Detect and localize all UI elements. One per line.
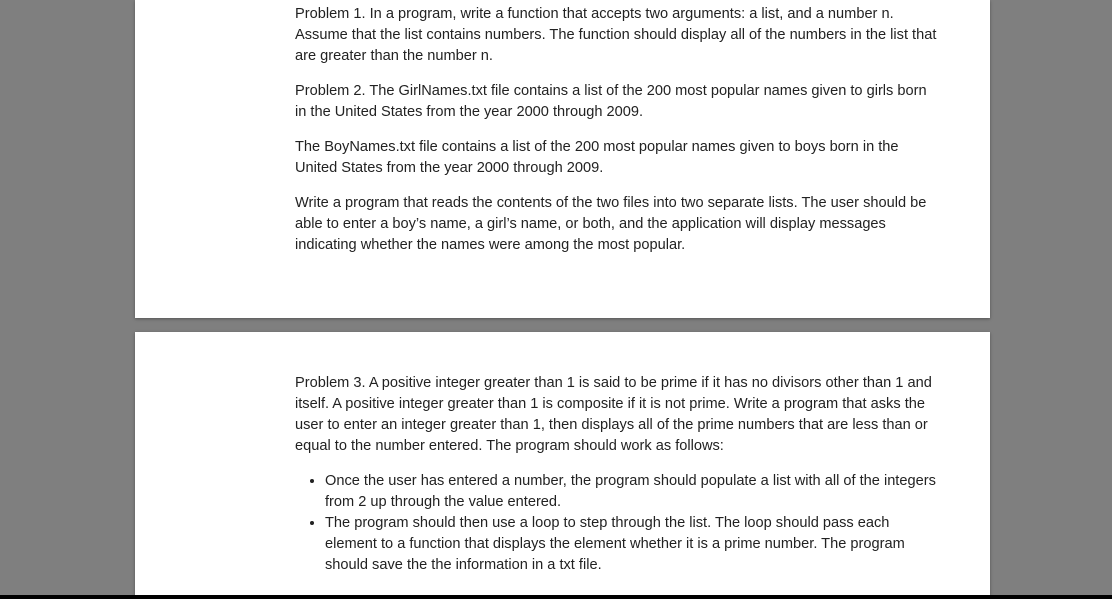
problem-1-text: Problem 1. In a program, write a function that accepts two arguments: a list, and a number n. Assume that the list contains numbers. The function should display all of the numbers in the list that are greater than the number n. [295, 6, 937, 64]
document-page-2 [135, 332, 990, 596]
page-2-content [295, 373, 940, 576]
problem-2-task-text: Write a program that reads the contents of the two files into two separate lists. The user should be able to enter a boy’s name, a girl’s name, or both, and the application will display messages indicating whether the names were among the most popular. [295, 195, 927, 253]
problem-3-steps-list [295, 471, 940, 576]
problem-2-boys-text: The BoyNames.txt file contains a list of the 200 most popular names given to boys born in the United States from the year 2000 through 2009. [295, 139, 899, 176]
problem-3-text: Problem 3. A positive integer greater than 1 is said to be prime if it has no divisors other than 1 and itself. A positive integer greater than 1 is composite if it is not prime. Write a program that asks the user to enter an integer greater than 1, then displays all of the prime numbers that are less than or equal to the number entered. The program should work as follows: [295, 375, 932, 454]
list-item: • Once the user has entered a number, the program should populate a list with all of the integers from 2 up through the value entered. [325, 471, 940, 513]
document-page-1 [135, 0, 990, 318]
bottom-edge-bar [0, 595, 1112, 599]
list-item: • The program should then use a loop to step through the list. The loop should pass each element to a function that displays the element whether it is a prime number. The program should save the the information in a txt file. [325, 513, 940, 576]
page-1-content [295, 4, 940, 270]
problem-2-intro-text: Problem 2. The GirlNames.txt file contains a list of the 200 most popular names given to girls born in the United States from the year 2000 through 2009. [295, 83, 927, 120]
